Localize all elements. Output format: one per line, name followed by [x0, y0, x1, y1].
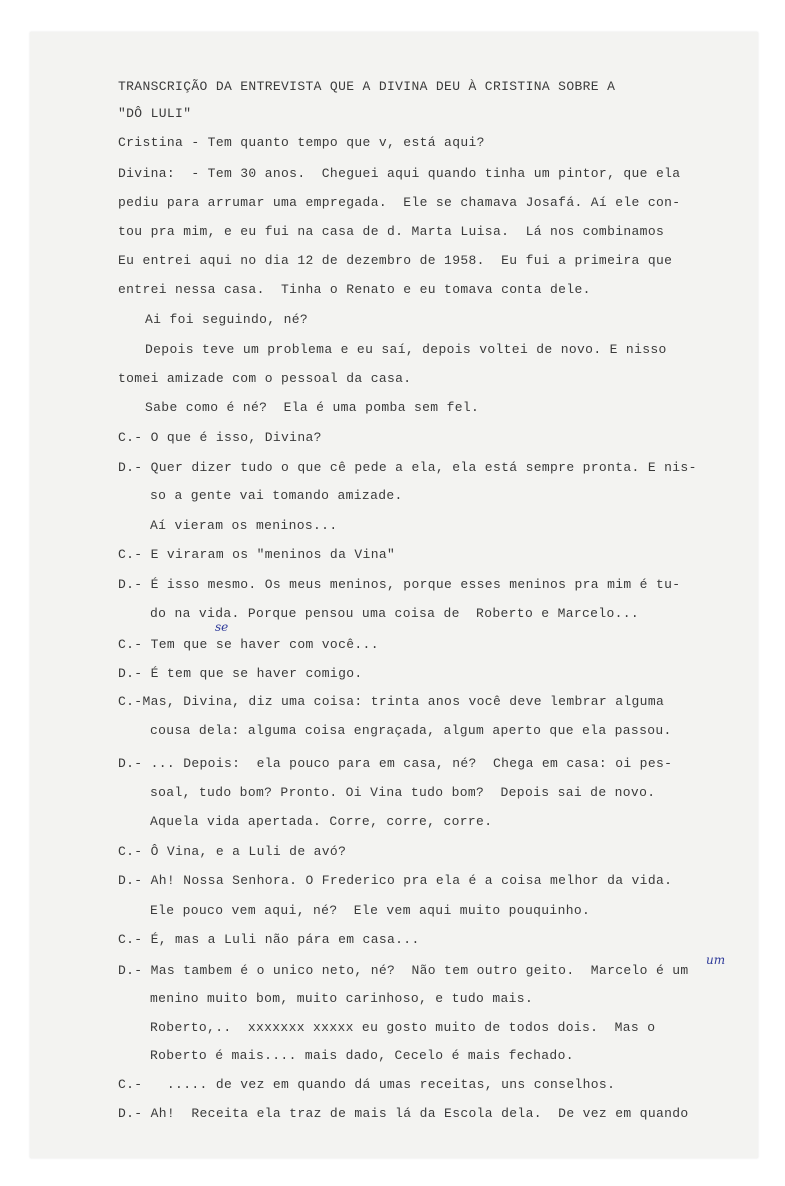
text-line: C.- ..... de vez em quando dá umas receitas, uns conselhos. [118, 1077, 616, 1092]
text-line: Roberto é mais.... mais dado, Cecelo é mais fechado. [150, 1048, 574, 1063]
text-line: tomei amizade com o pessoal da casa. [118, 371, 412, 386]
text-line: C.- Ô Vina, e a Luli de avó? [118, 844, 347, 859]
text-line: D.- É isso mesmo. Os meus meninos, porque esses meninos pra mim é tu- [118, 577, 681, 592]
text-line: Aí vieram os meninos... [150, 518, 338, 533]
text-line: Eu entrei aqui no dia 12 de dezembro de 1958. Eu fui a primeira que [118, 253, 673, 268]
text-line: Aquela vida apertada. Corre, corre, corre. [150, 814, 493, 829]
text-line: C.-Mas, Divina, diz uma coisa: trinta anos você deve lembrar alguma [118, 694, 665, 709]
text-line: Roberto,.. xxxxxxx xxxxx eu gosto muito de todos dois. Mas o [150, 1020, 656, 1035]
text-line: Ai foi seguindo, né? [145, 312, 309, 327]
text-line: Sabe como é né? Ela é uma pomba sem fel. [145, 400, 480, 415]
text-line: do na vida. Porque pensou uma coisa de Roberto e Marcelo... [150, 606, 640, 621]
text-line: C.- É, mas a Luli não pára em casa... [118, 932, 420, 947]
text-line: Divina: - Tem 30 anos. Cheguei aqui quando tinha um pintor, que ela [118, 166, 681, 181]
text-line: D.- Quer dizer tudo o que cê pede a ela, ela está sempre pronta. E nis- [118, 460, 697, 475]
text-line: Cristina - Tem quanto tempo que v, está aqui? [118, 135, 485, 150]
typed-page [30, 32, 758, 1158]
text-line: tou pra mim, e eu fui na casa de d. Marta Luisa. Lá nos combinamos [118, 224, 665, 239]
text-line: entrei nessa casa. Tinha o Renato e eu tomava conta dele. [118, 282, 591, 297]
text-line: D.- Ah! Receita ela traz de mais lá da Escola dela. De vez em quando [118, 1106, 689, 1121]
text-line: soal, tudo bom? Pronto. Oi Vina tudo bom? Depois sai de novo. [150, 785, 656, 800]
text-line: Ele pouco vem aqui, né? Ele vem aqui muito pouquinho. [150, 903, 591, 918]
text-line: Depois teve um problema e eu saí, depois voltei de novo. E nisso [145, 342, 667, 357]
text-line: D.- É tem que se haver comigo. [118, 666, 363, 681]
handwritten-insert: se [215, 620, 229, 634]
text-line: D.- ... Depois: ela pouco para em casa, né? Chega em casa: oi pes- [118, 756, 673, 771]
text-line: menino muito bom, muito carinhoso, e tudo mais. [150, 991, 534, 1006]
title-line: TRANSCRIÇÃO DA ENTREVISTA QUE A DIVINA DEU À CRISTINA SOBRE A [118, 79, 616, 94]
text-line: C.- Tem que se haver com você... [118, 637, 379, 652]
text-line: pediu para arrumar uma empregada. Ele se chamava Josafá. Aí ele con- [118, 195, 681, 210]
title-line: "DÔ LULI" [118, 106, 192, 121]
text-line: C.- E viraram os "meninos da Vina" [118, 547, 396, 562]
text-line: D.- Ah! Nossa Senhora. O Frederico pra ela é a coisa melhor da vida. [118, 873, 673, 888]
text-line: so a gente vai tomando amizade. [150, 488, 403, 503]
text-line: D.- Mas tambem é o unico neto, né? Não tem outro geito. Marcelo é um [118, 963, 689, 978]
text-line: cousa dela: alguma coisa engraçada, algum aperto que ela passou. [150, 723, 672, 738]
text-line: C.- O que é isso, Divina? [118, 430, 322, 445]
handwritten-insert: um [706, 953, 726, 967]
